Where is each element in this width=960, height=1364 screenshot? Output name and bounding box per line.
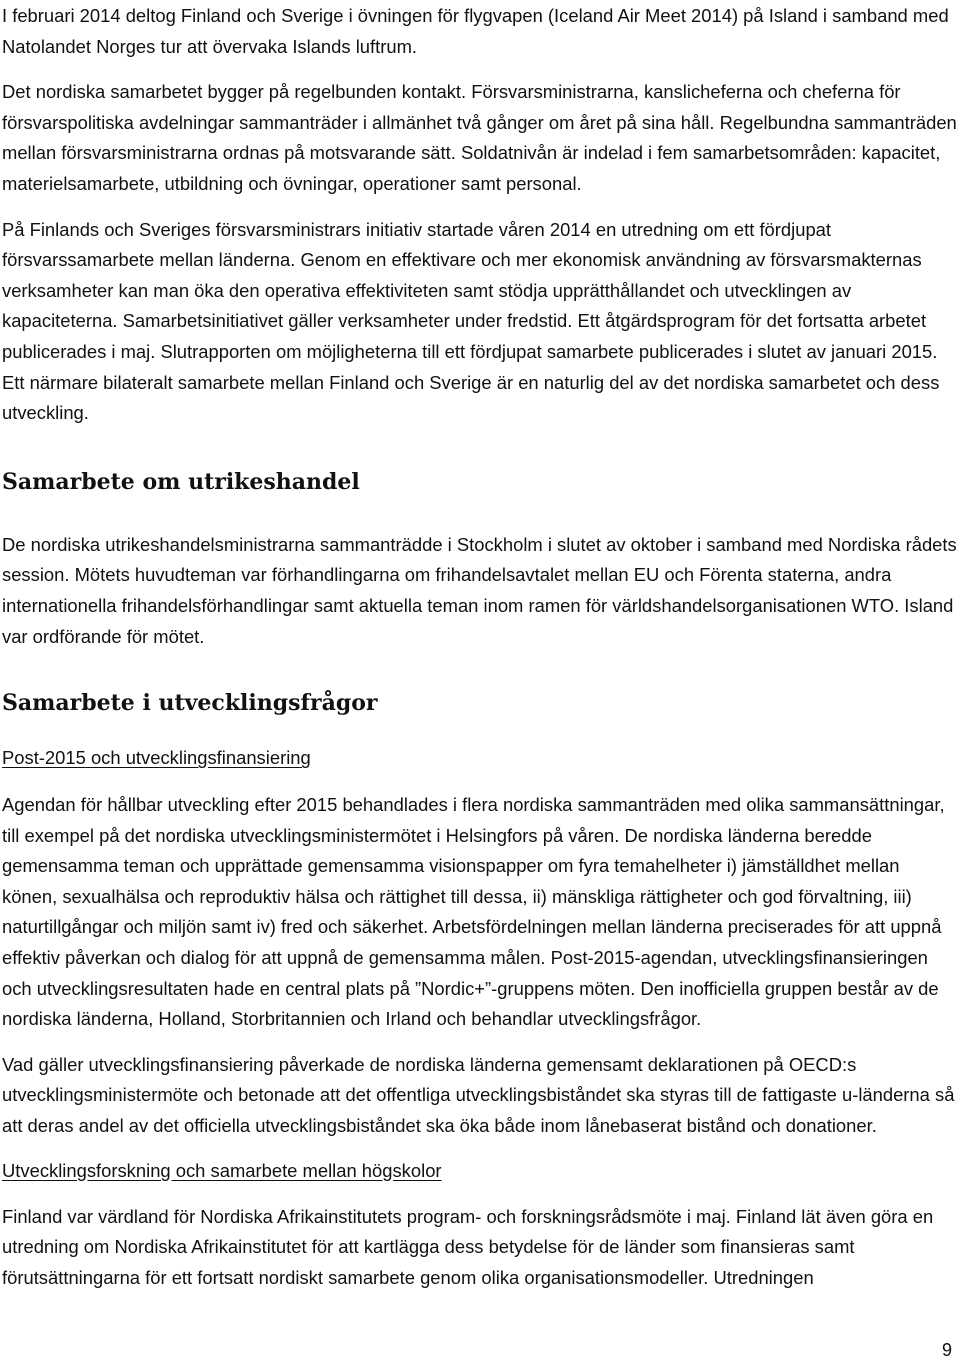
heading-development-cooperation: Samarbete i utvecklingsfrågor [2, 690, 378, 717]
paragraph-africa-institute: Finland var värdland för Nordiska Afrikainstitutets program- och forskningsrådsmöte i maj. Finland lät även göra en utredning om Nordiska Afrikainstitutet för att kartlägga dess betydelse för de länder som finansieras samt förutsättningarna för ett fortsatt nordiskt samarbete genom olika organisationsmodeller. Utredningen [2, 1205, 934, 1288]
page-number: 9 [941, 1340, 952, 1360]
paragraph-trade-ministers: De nordiska utrikeshandelsministrarna sammanträdde i Stockholm i slutet av oktober i samband med Nordiska rådets session. Mötets huvudteman var förhandlingarna om frihandelsavtalet mellan EU och Förenta staterna, andra internationella frihandelsförhandlingar samt aktuella teman inom ramen för världshandelsorganisationen WTO. Island var ordförande för mötet. [2, 533, 957, 647]
paragraph-post-2015-agenda: Agendan för hållbar utveckling efter 2015 behandlades i flera nordiska sammanträden med olika sammansättningar, till exempel på det nordiska utvecklingsministermötet i Helsingfors på våren. De nordiska länderna beredde gemensamma teman och upprättade gemensamma visionspapper om fyra temahelheter i) jämställdhet mellan könen, sexualhälsa och reproduktiv hälsa och rättighet till dessa, ii) mänskliga rättigheter och god förvaltning, iii) naturtillgångar och miljön samt iv) fred och säkerhet. Arbetsfördelningen mellan länderna preciserades för att uppnå effektiv påverkan och dialog för att uppnå de gemensamma målen. Post-2015-agendan, utvecklingsfinansieringen och utvecklingsresultaten hade en central plats på ”Nordic+”-gruppens möten. Den inofficiella gruppen består av de nordiska länderna, Holland, Storbritannien och Irland och behandlar utvecklingsfrågor. [2, 794, 945, 1030]
heading-trade-cooperation: Samarbete om utrikeshandel [2, 468, 360, 495]
paragraph-intro-continuation: I februari 2014 deltog Finland och Sverige i övningen för flygvapen (Iceland Air Meet 2014) på Island i samband med Natolandet Norges tur att övervaka Islands luftrum. [2, 5, 949, 57]
paragraph-finland-sweden: På Finlands och Sveriges försvarsministrars initiativ startade våren 2014 en utredning om ett fördjupat försvarssamarbete mellan länderna. Genom en effektivare och mer ekonomisk användning av försvarsmakternas verksamheter kan man öka den operativa effektiviteten samt stödja upprätthållandet och utvecklingen av kapaciteterna. Samarbetsinitiativet gäller verksamheter under fredstid. Ett åtgärdsprogram för det fortsatta arbetet publicerades i maj. Slutrapporten om möjligheterna till ett fördjupat samarbete publicerades i slutet av januari 2015. Ett närmare bilateralt samarbete mellan Finland och Sverige är en naturlig del av det nordiska samarbetet och dess utveckling. [2, 218, 940, 424]
paragraph-defense-cooperation: Det nordiska samarbetet bygger på regelbunden kontakt. Försvarsministrarna, kanslicheferna och cheferna för försvarspolitiska avdelningar sammanträder i allmänhet två gånger om året på sina håll. Regelbundna sammanträden mellan försvarsministrarna ordnas på motsvarande sätt. Soldatnivån är indelad i fem samarbetsområden: kapacitet, materielsamarbete, utbildning och övningar, operationer samt personal. [2, 81, 957, 194]
subheading-post-2015: Post-2015 och utvecklingsfinansiering [2, 747, 311, 769]
paragraph-development-financing: Vad gäller utvecklingsfinansiering påverkade de nordiska länderna gemensamt deklarationen på OECD:s utvecklingsministermöte och betonade att det offentliga utvecklingsbiståndet ska styras till de fattigaste u-länderna så att deras andel av det officiella utvecklingsbiståndet ska öka både inom lånebaserat bistånd och donationer. [2, 1053, 955, 1137]
subheading-development-research: Utvecklingsforskning och samarbete mellan högskolor [2, 1159, 442, 1181]
document-page [2, 0, 958, 1293]
